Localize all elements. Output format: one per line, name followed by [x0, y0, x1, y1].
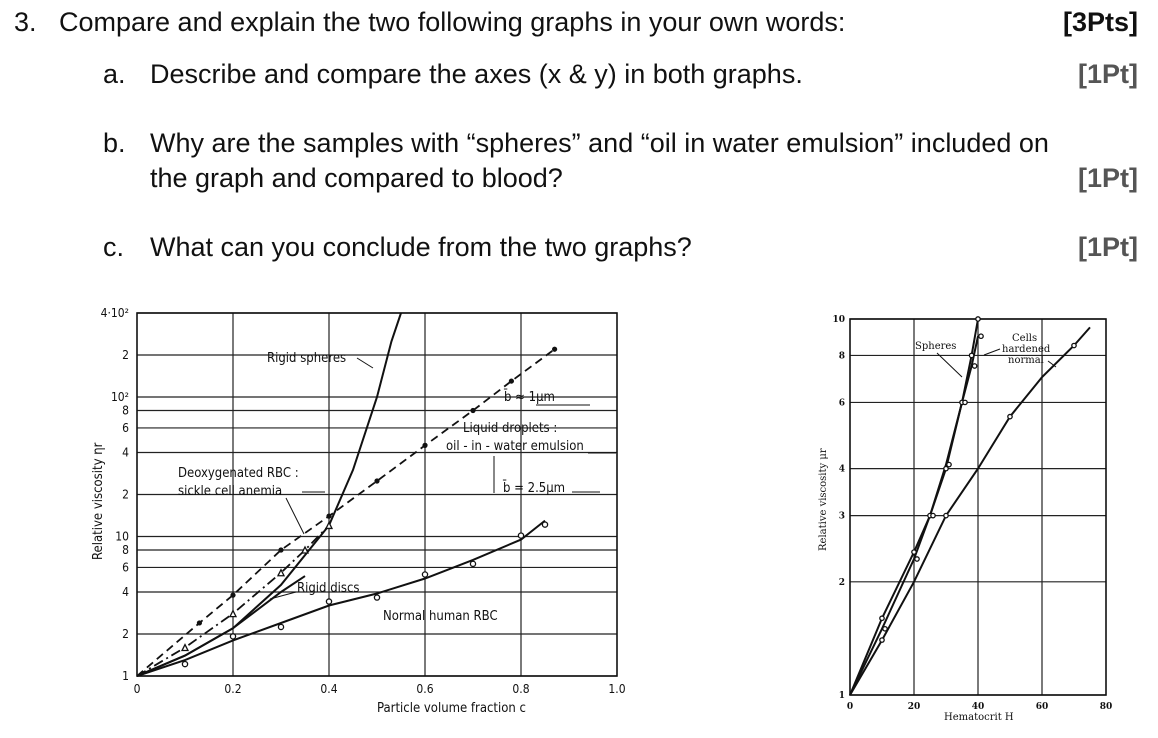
- fig1-y-tick-label: 2: [122, 487, 129, 502]
- fig2-point: [880, 616, 884, 620]
- leader-rigid-discs: [270, 592, 296, 599]
- fig1-y-tick-label: 4: [122, 585, 129, 600]
- leader-spheres: [937, 353, 962, 377]
- fig1-point-emulsion: [470, 408, 475, 413]
- fig2-point: [915, 557, 919, 561]
- fig1-y-tick-label: 8: [122, 403, 129, 418]
- leader-sickle-2: [286, 498, 304, 534]
- fig2-x-tick-label: 20: [907, 702, 921, 712]
- fig2-point: [979, 334, 983, 338]
- label-hardened: hardened: [1002, 344, 1051, 355]
- fig1-y-tick-label: 2: [122, 347, 129, 362]
- fig1-point-emulsion: [278, 547, 283, 552]
- figure-1-points: [182, 347, 557, 667]
- label-deoxygenated: Deoxygenated RBC :: [178, 466, 299, 481]
- fig2-point: [947, 462, 951, 466]
- figure-2-x-axis-label: Hematocrit H: [944, 712, 1014, 723]
- fig1-point-sickle: [326, 522, 332, 528]
- fig2-y-tick-label: 6: [838, 398, 845, 409]
- figure-2-chart: [812, 305, 1130, 730]
- label-normal: normal: [1008, 355, 1044, 366]
- part-a-points: [1Pt]: [1078, 59, 1138, 89]
- fig2-y-tick-label: 3: [838, 511, 845, 522]
- fig1-x-tick-label: 1.0: [608, 682, 626, 696]
- fig1-point-normal-rbc: [230, 634, 235, 639]
- fig1-point-normal-rbc: [470, 561, 475, 566]
- part-b-text-line1: Why are the samples with “spheres” and “oil in water emulsion” included on: [150, 128, 1049, 158]
- fig2-series-line: [850, 327, 1090, 695]
- fig2-y-tick-label: 2: [838, 577, 845, 588]
- fig1-y-tick-label: 4·10²: [100, 306, 129, 320]
- fig1-x-tick-label: 0: [133, 682, 141, 696]
- figure-2-x-ticks: [847, 702, 1112, 712]
- fig1-x-tick-label: 0.2: [224, 682, 242, 696]
- label-cells: Cells: [1012, 333, 1038, 344]
- question-points: [3Pts]: [1062, 7, 1138, 37]
- fig2-point: [944, 513, 948, 517]
- fig1-y-tick-label: 6: [122, 560, 129, 575]
- fig2-x-tick-label: 80: [1099, 702, 1113, 712]
- fig1-series-line: [137, 349, 558, 676]
- fig1-point-normal-rbc: [182, 662, 187, 667]
- fig1-y-tick-label: 8: [122, 543, 129, 558]
- fig2-x-tick-label: 40: [971, 702, 985, 712]
- fig2-point: [944, 466, 948, 470]
- fig1-point-emulsion: [374, 478, 379, 483]
- fig1-point-emulsion: [230, 593, 235, 598]
- fig2-point: [880, 638, 884, 642]
- fig1-point-sickle: [182, 645, 188, 651]
- label-liquid-droplets: Liquid droplets :: [463, 421, 558, 436]
- fig2-y-tick-label: 4: [838, 464, 845, 475]
- label-spheres: Spheres: [915, 341, 957, 352]
- fig2-y-tick-label: 1: [838, 691, 845, 701]
- fig1-point-sickle: [302, 547, 308, 553]
- fig1-point-normal-rbc: [422, 572, 427, 577]
- fig1-point-emulsion: [197, 620, 202, 625]
- leader-rigid-spheres: [357, 358, 373, 368]
- fig2-point: [912, 550, 916, 554]
- label-normal-rbc: Normal human RBC: [383, 609, 498, 624]
- fig1-point-sickle: [230, 611, 236, 617]
- fig1-point-emulsion: [326, 514, 331, 519]
- fig2-point: [1008, 414, 1012, 418]
- fig2-point: [972, 364, 976, 368]
- question-text: Compare and explain the two following graphs in your own words:: [59, 7, 846, 37]
- question-number: 3.: [14, 7, 37, 37]
- label-b-25um: b̄ = 2.5μm: [503, 481, 566, 496]
- part-c-text: What can you conclude from the two graphs?: [150, 232, 692, 262]
- fig1-point-emulsion: [509, 378, 514, 383]
- fig2-y-tick-label: 8: [838, 351, 845, 362]
- label-rigid-spheres: Rigid spheres: [267, 351, 347, 366]
- figure-2-y-ticks: [832, 315, 845, 701]
- fig1-point-normal-rbc: [278, 624, 283, 629]
- figure-1: [70, 298, 632, 730]
- fig1-y-tick-label: 6: [122, 420, 129, 435]
- fig1-x-tick-label: 0.6: [416, 682, 434, 696]
- fig2-x-tick-label: 0: [846, 702, 854, 712]
- fig1-point-emulsion: [552, 347, 557, 352]
- part-c-points: [1Pt]: [1078, 232, 1138, 262]
- fig1-point-emulsion: [422, 443, 427, 448]
- label-sickle-cell: sickle cell anemia: [178, 484, 283, 499]
- fig2-x-tick-label: 60: [1035, 702, 1049, 712]
- fig1-y-tick-label: 10: [115, 529, 129, 544]
- figure-2-y-axis-label: Relative viscosity μr: [818, 448, 829, 551]
- fig2-point: [883, 627, 887, 631]
- label-emulsion: oil - in - water emulsion: [446, 439, 584, 454]
- fig1-x-tick-label: 0.8: [512, 682, 530, 696]
- part-c-letter: c.: [103, 232, 125, 262]
- part-b-points: [1Pt]: [1078, 163, 1138, 193]
- figure-2-grid: [850, 319, 1106, 695]
- fig2-point: [976, 317, 980, 321]
- figure-1-x-ticks: [134, 682, 626, 696]
- fig2-point: [963, 400, 967, 404]
- fig1-y-tick-label: 4: [122, 445, 129, 460]
- figure-2: [812, 305, 1130, 730]
- part-a-text: Describe and compare the axes (x & y) in both graphs.: [150, 59, 803, 89]
- fig1-x-tick-label: 0.4: [320, 682, 338, 696]
- fig1-y-tick-label: 2: [122, 627, 129, 642]
- fig2-point: [1072, 343, 1076, 347]
- fig1-y-tick-label: 10²: [110, 389, 129, 404]
- fig1-point-normal-rbc: [518, 533, 523, 538]
- figure-1-x-axis-label: Particle volume fraction c: [377, 701, 526, 716]
- fig1-point-normal-rbc: [374, 595, 379, 600]
- leader-hardened: [984, 349, 1000, 355]
- figure-1-y-axis-label: Relative viscosity ηr: [91, 442, 106, 560]
- label-b-1um: b̄ ≈ 1μm: [504, 390, 555, 405]
- figure-1-chart: [70, 298, 632, 730]
- part-b-letter: b.: [103, 128, 126, 158]
- fig1-point-normal-rbc: [542, 522, 547, 527]
- fig2-y-tick-label: 10: [832, 315, 845, 325]
- part-b-text-line2: the graph and compared to blood?: [150, 163, 563, 193]
- fig1-y-tick-label: 1: [122, 669, 129, 683]
- fig1-point-normal-rbc: [326, 599, 331, 604]
- label-rigid-discs: Rigid discs: [297, 581, 360, 596]
- figure-2-series: [850, 319, 1090, 695]
- fig1-series-line: [137, 521, 545, 676]
- fig2-point: [969, 353, 973, 357]
- part-a-letter: a.: [103, 59, 126, 89]
- fig2-point: [931, 513, 935, 517]
